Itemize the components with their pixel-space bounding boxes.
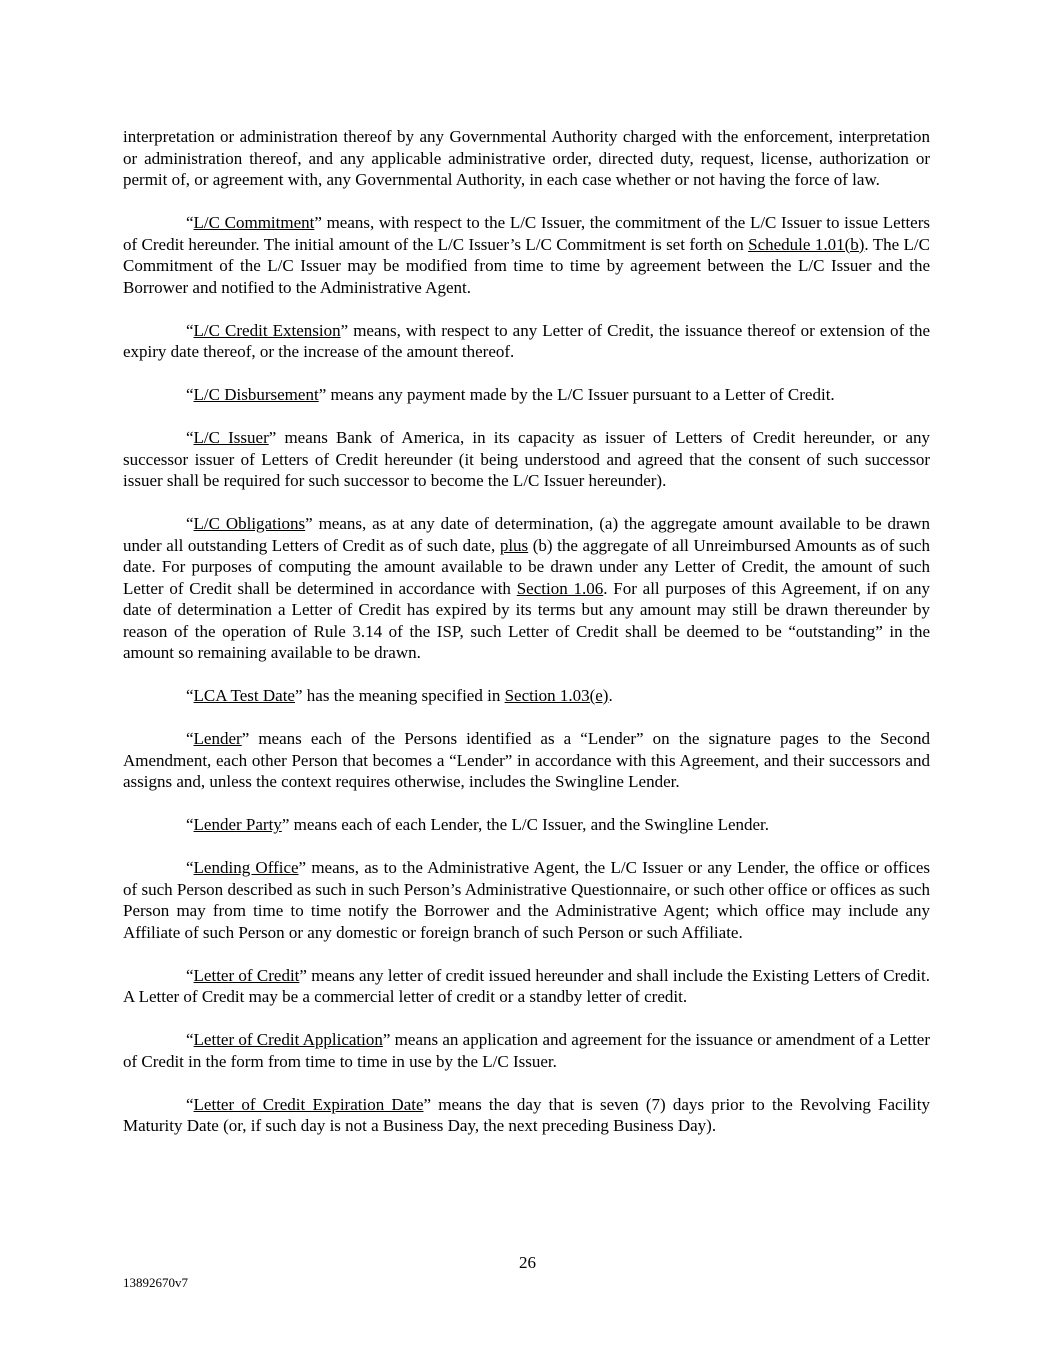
text-segment: “ [186,428,194,447]
paragraph [123,513,930,664]
defined-term: L/C Commitment [193,213,315,232]
paragraph [123,965,930,1008]
paragraph [123,427,930,492]
paragraph [123,728,930,793]
text-segment: . For all purposes of this Agreement, if on any date of determination a Letter of Credit has expired by its terms but any amount may still be drawn thereunder by reason of the operation of Rule 3.14 of the ISP, such Letter of Credit shall be deemed to be “outstanding” in the amount so remaining available to be drawn. [123,578,931,662]
paragraph [123,814,930,836]
defined-term: Letter of Credit Application [193,1030,383,1049]
text-segment: ” means the day that is seven (7) days prior to the Revolving Facility Maturity Date (or, if such day is not a Business Day, the next preceding Business Day). [123,1094,930,1135]
text-segment: “ [186,1094,194,1114]
defined-term: Section 1.06 [516,578,604,598]
paragraph [123,857,930,943]
text-segment: “ [186,729,194,748]
paragraph [123,1094,930,1137]
defined-term: L/C Obligations [193,514,306,533]
defined-term: Lending Office [193,858,299,877]
text-segment: ” means any payment made by the L/C Issuer pursuant to a Letter of Credit. [318,385,835,404]
text-segment: “ [186,1030,194,1049]
defined-term: Letter of Credit Expiration Date [193,1094,424,1114]
text-segment: “ [186,858,194,877]
text-segment: ” means, with respect to the L/C Issuer, the commitment of the L/C Issuer to issue Letters of Credit hereunder. The initial amount of the L/C Issuer’s L/C Commitment is set forth on [123,213,930,254]
text-segment: ” has the meaning specified in [294,686,505,705]
text-segment: ” means an application and agreement for the issuance or amendment of a Letter of Credit in the form from time to time in use by the L/C Issuer. [123,1030,930,1071]
text-segment: ” means, as at any date of determination, (a) the aggregate amount available to be drawn under all outstanding Letters of Credit as of such date, [123,514,930,555]
text-segment: ” means each of the Persons identified as a “Lender” on the signature pages to the Second Amendment, each other Person that becomes a “Lender” in accordance with this Agreement, and their successors and assigns and, unless the context requires otherwise, includes the Swingline Lender. [123,729,930,791]
text-segment: ” means Bank of America, in its capacity as issuer of Letters of Credit hereunder, or any successor issuer of Letters of Credit hereunder (it being understood and agreed that the consent of such successor issuer shall be required for such successor to become the L/C Issuer hereunder). [123,428,930,490]
text-segment: ” means, with respect to any Letter of Credit, the issuance thereof or extension of the expiry date thereof, or the increase of the amount thereof. [123,320,930,361]
defined-term: Section 1.03(e) [504,686,609,705]
text-segment: “ [186,514,194,533]
text-segment: . [608,686,613,705]
defined-term: plus [499,535,529,555]
document-id: 13892670v7 [123,1274,188,1290]
defined-term: LCA Test Date [193,686,295,705]
text-segment: “ [186,213,194,232]
defined-term: Schedule 1.01(b) [748,234,865,254]
defined-term: L/C Issuer [193,428,269,447]
text-segment: (b) the aggregate of all Unreimbursed Amounts as of such date. For purposes of computing the amount available to be drawn under any Letter of Credit, the amount of such Letter of Credit shall be determined in accordance with [123,535,930,598]
paragraph [123,1029,930,1072]
paragraph [123,384,930,406]
paragraph [123,126,930,191]
text-segment: . The L/C Commitment of the L/C Issuer may be modified from time to time by agreement between the L/C Issuer and the Borrower and notified to the Administrative Agent. [123,234,930,297]
defined-term: Lender Party [193,815,282,834]
text-segment: ” means any letter of credit issued hereunder and shall include the Existing Letters of Credit. A Letter of Credit may be a commercial letter of credit or a standby letter of credit. [123,965,930,1006]
paragraph [123,685,930,707]
text-segment: “ [186,385,194,404]
defined-term: L/C Credit Extension [193,320,341,340]
paragraph [123,212,930,298]
text-segment: “ [186,686,194,705]
document-body [123,126,930,1137]
text-segment: interpretation or administration thereof by any Governmental Authority charged with the enforcement, interpretation or administration thereof, and any applicable administrative order, directed duty, request, license, authorization or permit of, or agreement with, any Governmental Authority, in each case whether or not having the force of law. [123,127,930,189]
defined-term: Lender [193,729,242,748]
text-segment: ” means, as to the Administrative Agent, the L/C Issuer or any Lender, the office or offices of such Person described as such in such Person’s Administrative Questionnaire, or such other office or offices as such Person may from time to time notify the Borrower and the Administrative Agent; which office may include any Affiliate of such Person or any domestic or foreign branch of such Person or such Affiliate. [123,858,930,942]
text-segment: ” means each of each Lender, the L/C Issuer, and the Swingline Lender. [281,815,770,834]
page-number: 26 [519,1252,536,1272]
text-segment: “ [186,965,194,985]
defined-term: L/C Disbursement [193,385,319,404]
defined-term: Letter of Credit [193,965,300,985]
text-segment: “ [186,320,194,340]
text-segment: “ [186,815,194,834]
paragraph [123,320,930,363]
